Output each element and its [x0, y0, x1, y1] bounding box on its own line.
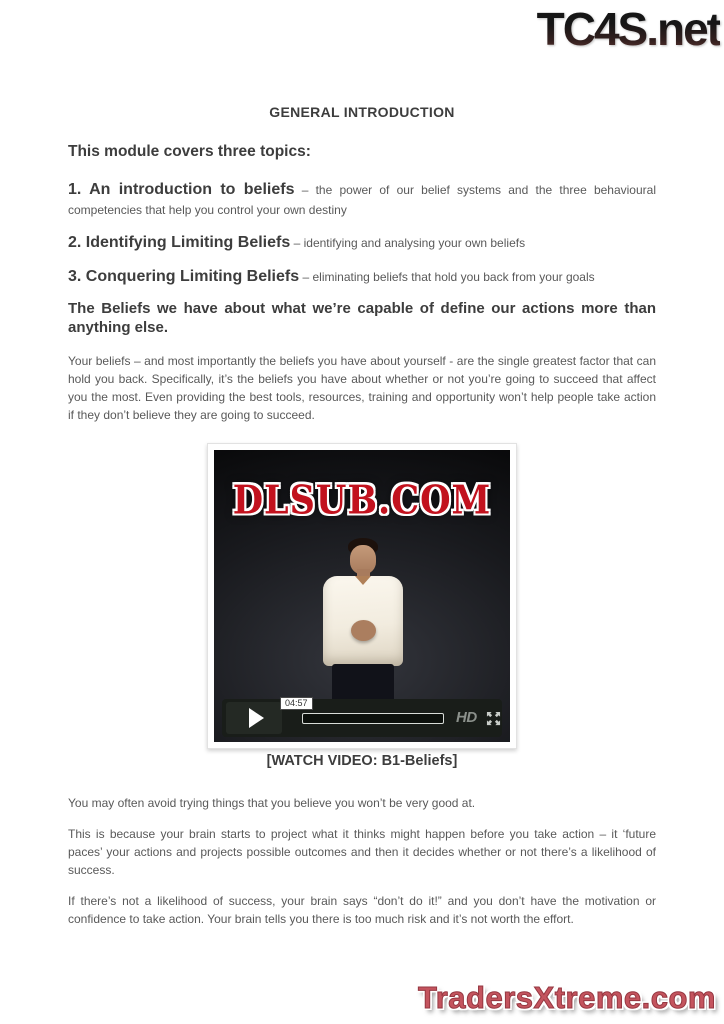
topic-2-title: 2. Identifying Limiting Beliefs — [68, 234, 291, 251]
duration-tooltip: 04:57 — [280, 697, 313, 710]
play-icon — [249, 708, 264, 728]
module-intro-heading: This module covers three topics: — [68, 143, 311, 160]
progress-area — [285, 697, 444, 724]
topic-3-description: – eliminating beliefs that hold you back from your goals — [302, 270, 595, 284]
video-control-bar — [222, 699, 502, 737]
topic-1-title: 1. An introduction to beliefs — [68, 181, 295, 198]
progress-bar[interactable] — [302, 713, 444, 724]
presenter-figure — [317, 538, 407, 708]
page-title: GENERAL INTRODUCTION — [269, 104, 455, 120]
tc4s-logo: TC4S.net — [536, 3, 720, 55]
paragraph-beliefs-factor: Your beliefs – and most importantly the beliefs you have about yourself - are the single greatest factor that can hold you back. Specifically, it’s the beliefs you have about whether or not you’re going to succeed that affect you the most. Even providing the best tools, resources, training and opportunity won’t help people take action if they don’t believe they are going to succeed. — [68, 354, 656, 422]
topic-item-1 — [68, 179, 656, 219]
video-player — [207, 443, 517, 749]
tradersxtreme-logo: TradersXtreme.com — [418, 980, 716, 1015]
presenter-hands — [351, 620, 376, 641]
dlsub-watermark: DLSUB.COM — [232, 477, 492, 524]
topic-1-description: – the power of our belief systems and the three behavioural competencies that help you control your own destiny — [68, 183, 656, 217]
topic-2-description: – identifying and analysing your own beliefs — [293, 236, 526, 250]
hd-toggle[interactable]: HD — [456, 709, 477, 726]
paragraph-future-paces: This is because your brain starts to project what it thinks might happen before you take action – it ‘future paces’ your actions and projects possible outcomes and then it decides whether or not there’s a likelihood of success. — [68, 827, 656, 877]
topic-item-3 — [68, 266, 656, 288]
topic-3-title: 3. Conquering Limiting Beliefs — [68, 268, 300, 285]
topic-item-2 — [68, 232, 656, 254]
video-screen[interactable] — [214, 450, 510, 742]
fullscreen-icon[interactable] — [486, 711, 501, 726]
play-button[interactable] — [226, 702, 282, 734]
video-caption: [WATCH VIDEO: B1-Beliefs] — [266, 753, 458, 769]
document-content — [68, 0, 656, 928]
belief-statement-heading: The Beliefs we have about what we’re capable of define our actions more than anything else. — [68, 300, 656, 336]
paragraph-avoid-trying: You may often avoid trying things that you believe you won’t be very good at. — [68, 796, 476, 810]
paragraph-no-likelihood: If there’s not a likelihood of success, your brain says “don’t do it!” and you don’t have the motivation or confidence to take action. Your brain tells you there is too much risk and it’s not worth the effort. — [68, 894, 656, 926]
